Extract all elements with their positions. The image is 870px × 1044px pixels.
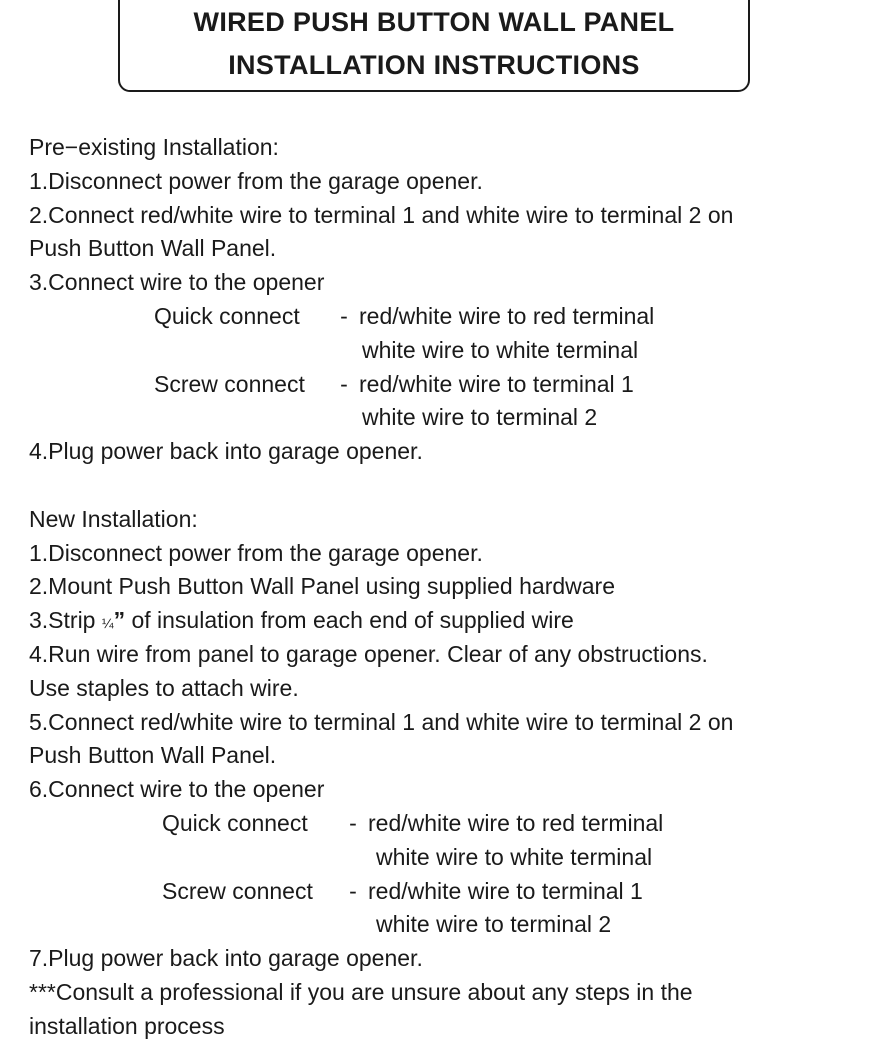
quick-connect-detail-1: red/white wire to red terminal xyxy=(359,302,655,329)
new-step-4b: Use staples to attach wire. xyxy=(29,674,299,701)
pre-quick-connect-row xyxy=(29,300,859,334)
pre-screw-connect-detail-2: white wire to terminal 2 xyxy=(362,404,598,431)
dash: - xyxy=(349,877,357,904)
screw-connect-label: Screw connect xyxy=(162,877,313,904)
pre-step-1: 1.Disconnect power from the garage opener. xyxy=(29,167,483,194)
document-title: WIRED PUSH BUTTON WALL PANEL xyxy=(193,7,675,37)
dash: - xyxy=(349,809,357,836)
new-step-4a: 4.Run wire from panel to garage opener. Clear of any obstructions. xyxy=(29,640,708,667)
screw-connect-detail-1: red/white wire to terminal 1 xyxy=(368,877,643,904)
new-step-6: 6.Connect wire to the opener xyxy=(29,776,325,803)
new-screw-connect-row xyxy=(29,875,859,909)
screw-connect-detail-1: red/white wire to terminal 1 xyxy=(359,370,634,397)
new-install-heading: New Installation: xyxy=(29,505,198,532)
new-quick-connect-row xyxy=(29,807,859,841)
new-step-3-prefix: 3.Strip xyxy=(29,607,102,634)
new-screw-connect-detail-2: white wire to terminal 2 xyxy=(376,911,612,938)
new-step-5b: Push Button Wall Panel. xyxy=(29,742,277,769)
quick-connect-label: Quick connect xyxy=(162,809,308,836)
section-gap xyxy=(29,469,859,503)
pre-step-3: 3.Connect wire to the opener xyxy=(29,269,325,296)
pre-screw-connect-row xyxy=(29,368,859,402)
new-step-5a: 5.Connect red/white wire to terminal 1 and white wire to terminal 2 on xyxy=(29,708,734,735)
new-step-3-suffix: of insulation from each end of supplied wire xyxy=(125,607,574,634)
new-step-7: 7.Plug power back into garage opener. xyxy=(29,945,423,972)
new-step-1: 1.Disconnect power from the garage opener. xyxy=(29,539,483,566)
consult-note-line-1: ***Consult a professional if you are unsure about any steps in the xyxy=(29,978,693,1005)
dash: - xyxy=(340,370,348,397)
fraction-quarter: ¼ xyxy=(101,615,114,632)
pre-quick-connect-detail-2: white wire to white terminal xyxy=(362,336,639,363)
dash: - xyxy=(340,302,348,329)
new-step-2: 2.Mount Push Button Wall Panel using supplied hardware xyxy=(29,573,615,600)
pre-step-2a: 2.Connect red/white wire to terminal 1 and white wire to terminal 2 on xyxy=(29,201,734,228)
new-quick-connect-detail-2: white wire to white terminal xyxy=(376,843,653,870)
quick-connect-label: Quick connect xyxy=(154,302,300,329)
pre-step-2b: Push Button Wall Panel. xyxy=(29,235,277,262)
new-step-3 xyxy=(29,604,859,638)
screw-connect-label: Screw connect xyxy=(154,370,305,397)
pre-step-4: 4.Plug power back into garage opener. xyxy=(29,438,423,465)
document-subtitle: INSTALLATION INSTRUCTIONS xyxy=(228,50,640,80)
pre-existing-heading: Pre−existing Installation: xyxy=(29,134,279,160)
title-box xyxy=(118,0,750,92)
quick-connect-detail-1: red/white wire to red terminal xyxy=(368,809,664,836)
instructions-body xyxy=(29,131,859,1044)
consult-note-line-2: installation process xyxy=(29,1012,225,1039)
inch-mark: ” xyxy=(113,607,126,634)
